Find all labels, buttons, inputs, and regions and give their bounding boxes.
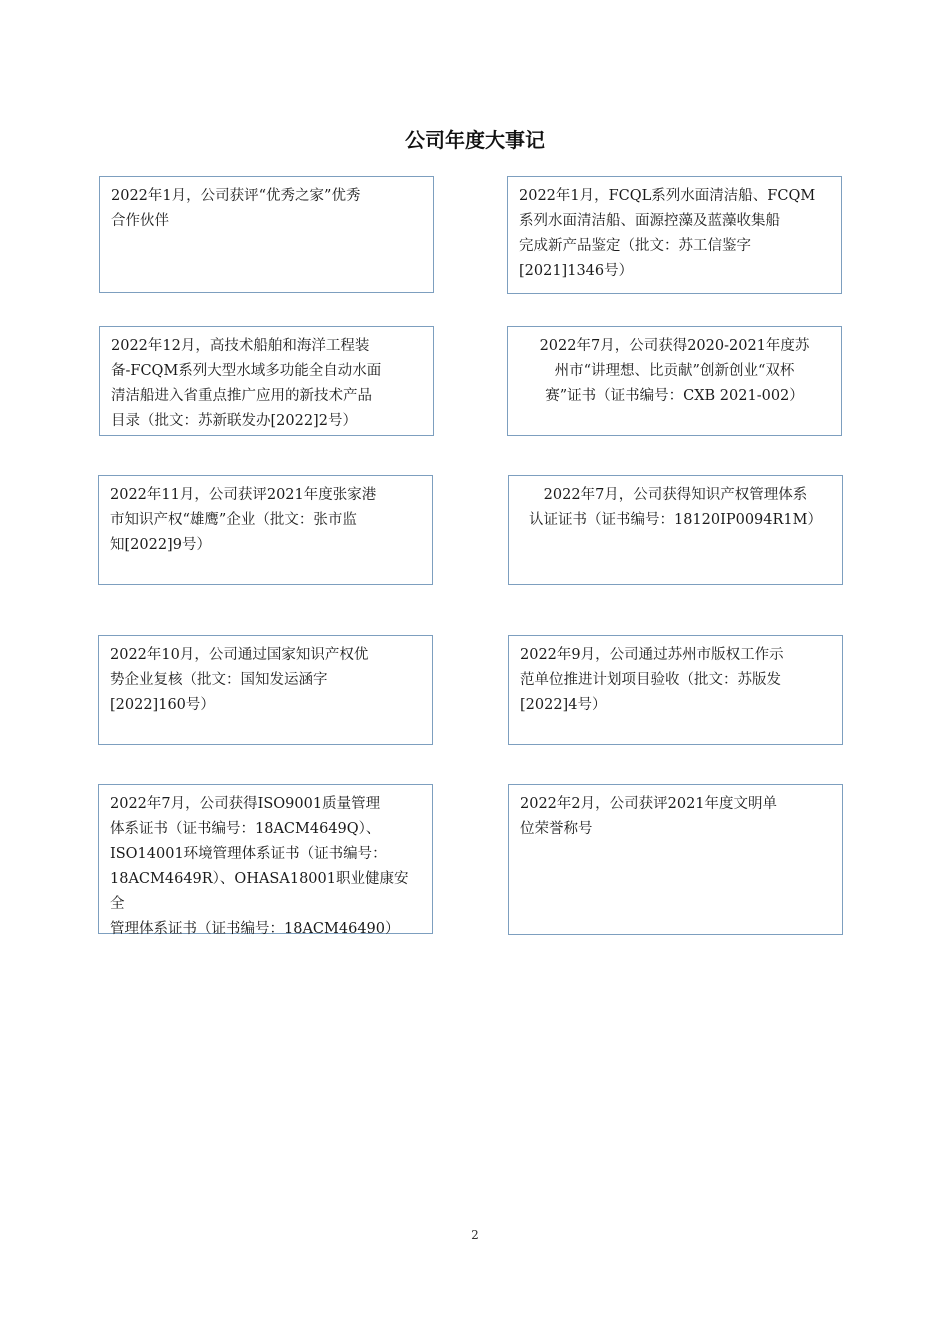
event-text: 2022年1月，公司获评“优秀之家”优秀 合作伙伴 <box>111 188 361 229</box>
event-text: 2022年10月，公司通过国家知识产权优 势企业复核（批文：国知发运涵字 [2022]160号） <box>110 647 369 713</box>
page-title: 公司年度大事记 <box>405 128 545 152</box>
event-text: 2022年11月，公司获评2021年度张家港 市知识产权“雄鹰”企业（批文：张市监 知[2022]9号） <box>110 487 377 553</box>
event-box-2022-01-award <box>99 176 434 293</box>
event-text: 2022年7月，公司获得知识产权管理体系 认证证书（证书编号：18120IP0094R1M） <box>528 487 822 528</box>
event-box-2022-09-copyright <box>508 635 843 745</box>
event-text: 2022年9月，公司通过苏州市版权工作示 范单位推进计划项目验收（批文：苏版发 [2022]4号） <box>520 647 784 713</box>
event-text: 2022年7月，公司获得2020-2021年度苏 州市“讲理想、比贡献”创新创业“双杯 赛”证书（证书编号：CXB 2021-002） <box>539 338 810 404</box>
event-box-2022-07-ip-cert <box>508 475 843 585</box>
event-text: 2022年1月，FCQL系列水面清洁船、FCQM 系列水面清洁船、面源控藻及蓝藻收集船 完成新产品鉴定（批文：苏工信鉴字 [2021]1346号） <box>519 188 816 279</box>
event-box-2022-07-iso <box>98 784 433 937</box>
event-text: 2022年2月，公司获评2021年度文明单 位荣誉称号 <box>520 796 778 837</box>
event-text: 2022年12月，高技术船舶和海洋工程装 备-FCQM系列大型水域多功能全自动水面 清洁船进入省重点推广应用的新技术产品 目录（批文：苏新联发办[2022]2号） <box>111 338 382 429</box>
event-text: 2022年7月，公司获得ISO9001质量管理 体系证书（证书编号：18ACM4649Q）、 ISO14001环境管理体系证书（证书编号： 18ACM4649R）、OHASA18001职业健康安全 管理体系证书（证书编号：18ACM46490） <box>110 796 409 937</box>
event-box-2022-10-ip-review <box>98 635 433 745</box>
event-box-2022-02-civility <box>508 784 843 935</box>
event-box-2022-12-catalog <box>99 326 434 436</box>
event-box-2022-07-contest <box>507 326 842 436</box>
event-box-2022-11-eagle <box>98 475 433 585</box>
event-box-2022-01-product <box>507 176 842 294</box>
page-number: 2 <box>471 1228 479 1242</box>
